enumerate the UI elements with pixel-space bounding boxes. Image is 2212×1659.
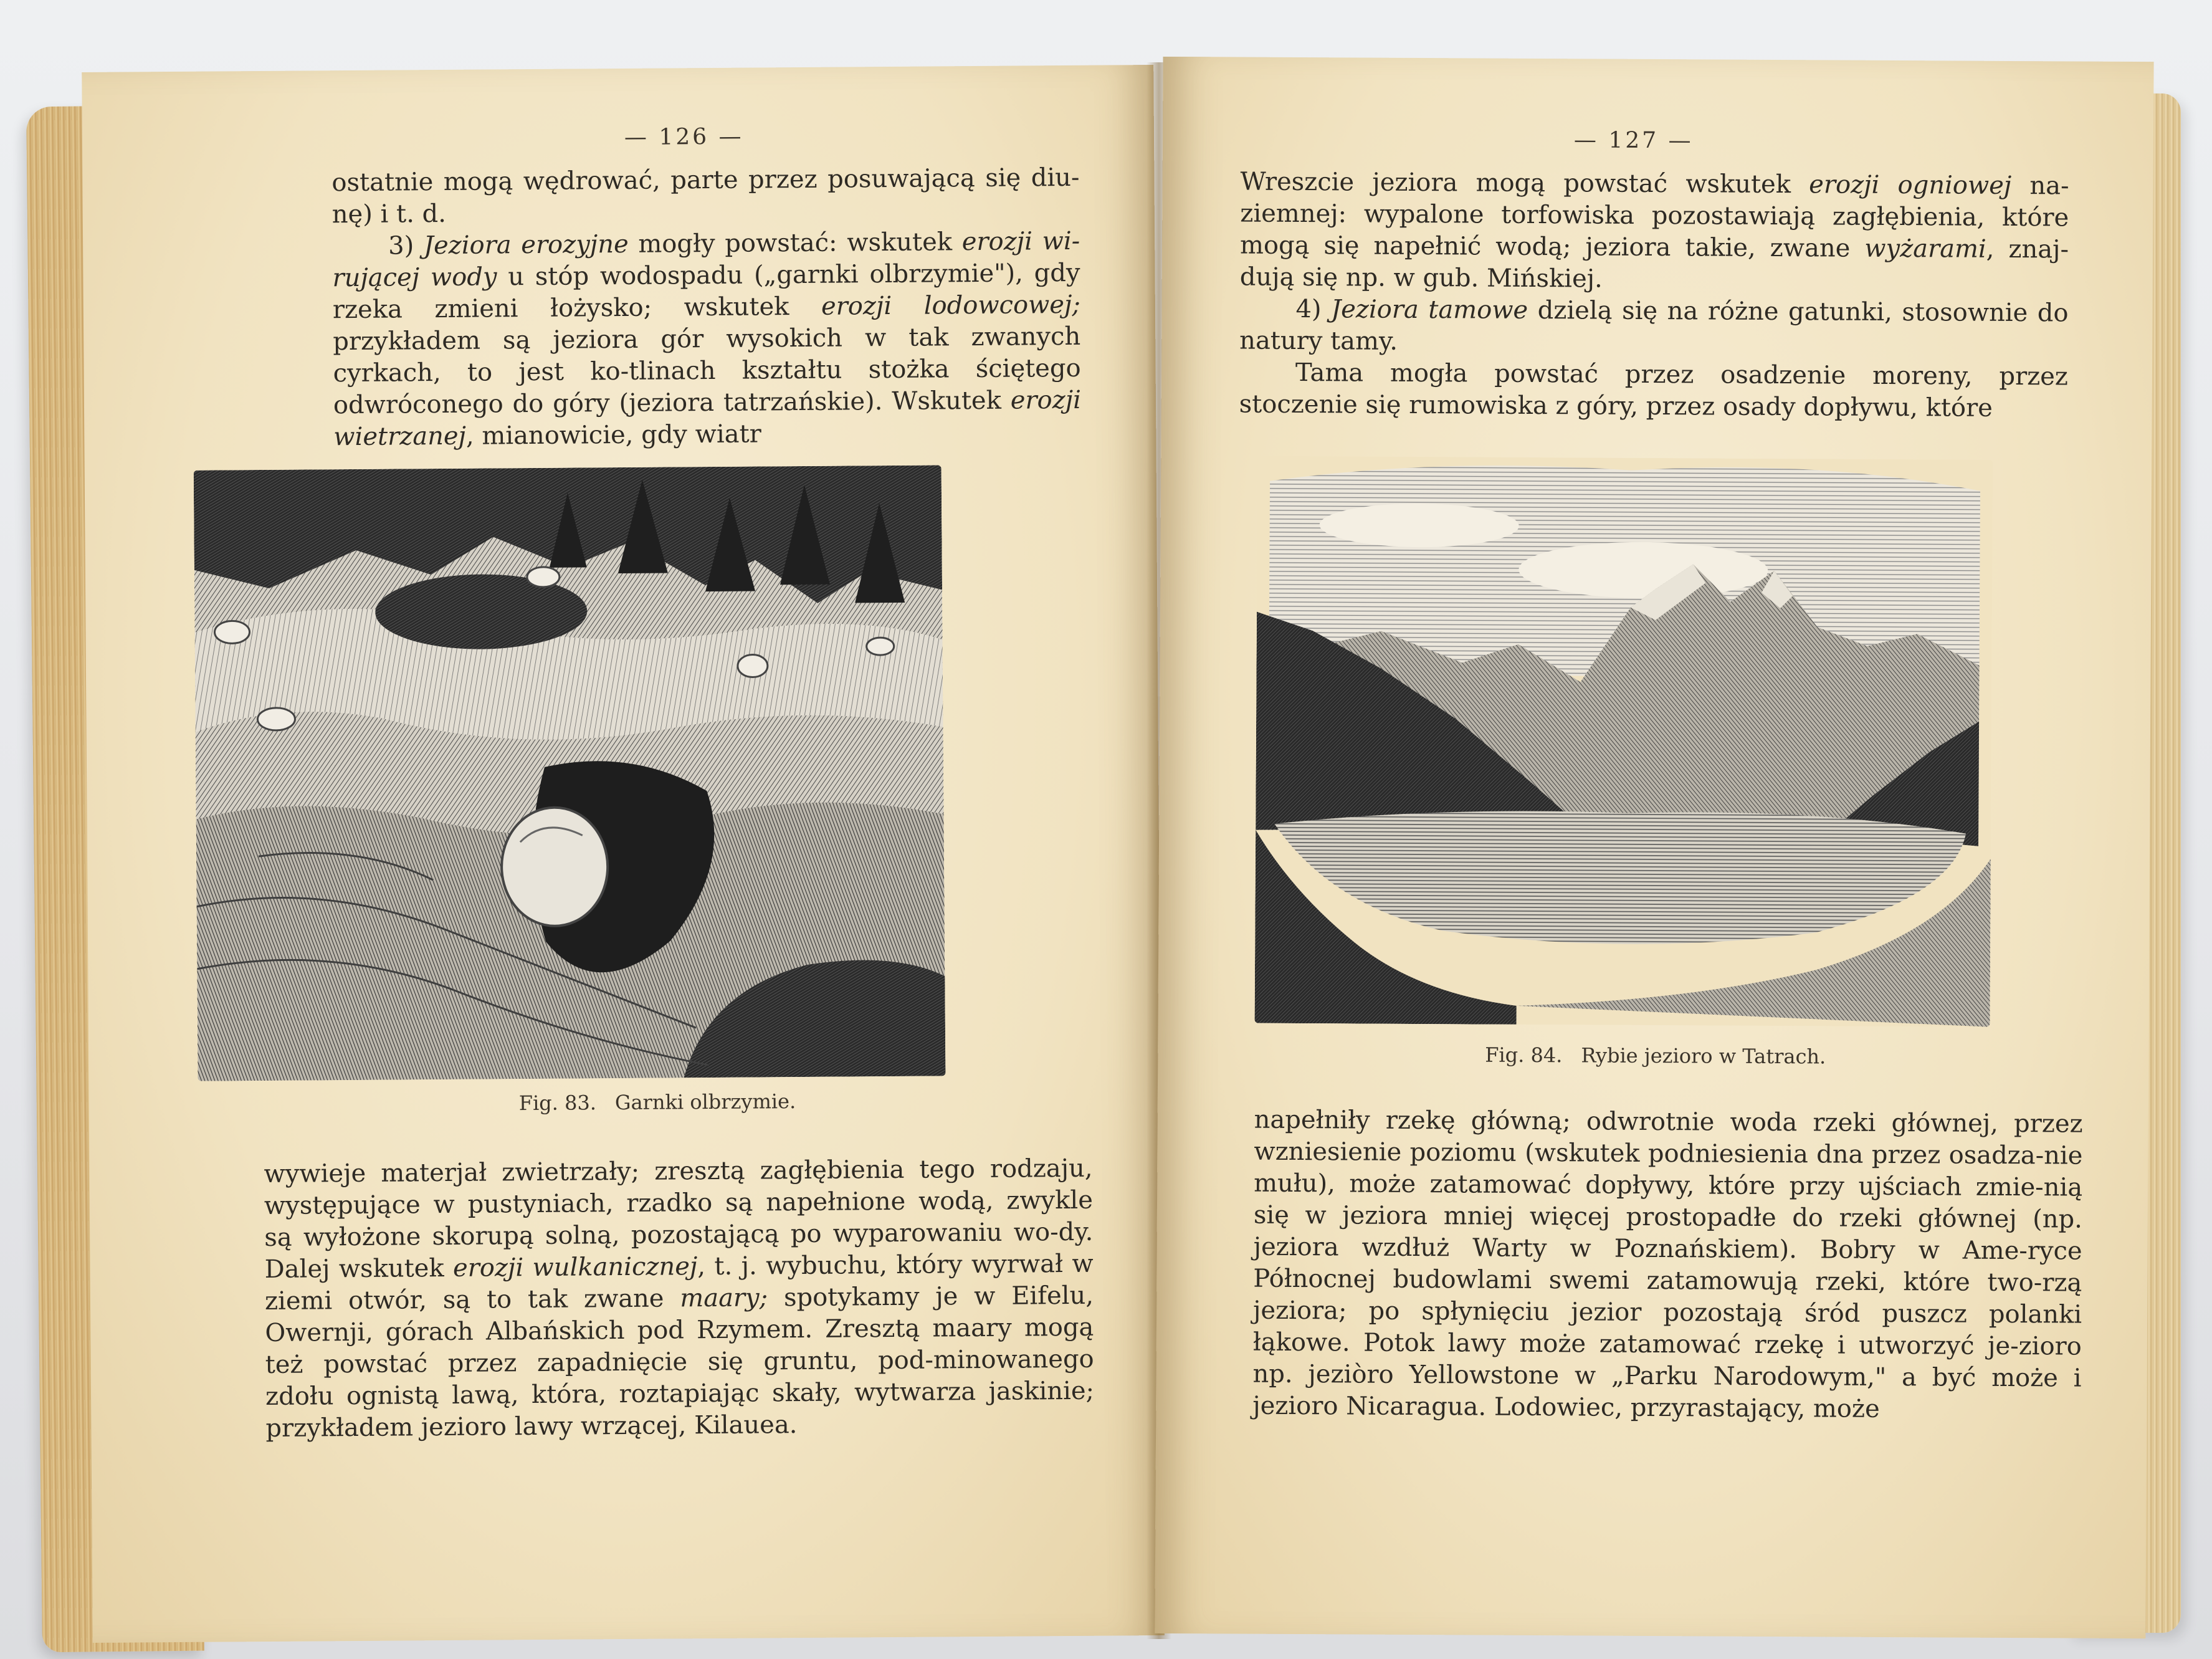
right-bottom-text	[1252, 1104, 2083, 1427]
right-top-paragraph	[1240, 166, 2069, 298]
item-4-paragraph	[1239, 294, 2069, 361]
text-run: Wreszcie jeziora mogą powstać wskutek	[1240, 167, 1809, 199]
tama-paragraph: Tama mogła powstać przez osadzenie moreny, przez stoczenie się rumowiska z góry, przez osady dopływu, które	[1239, 358, 2069, 423]
figure-number: Fig. 84.	[1485, 1043, 1563, 1068]
italic-term: wyżarami	[1864, 234, 1986, 264]
italic-term: Jeziora tamowe	[1331, 295, 1528, 325]
text-run: mogły powstać: wskutek	[628, 227, 962, 259]
text-run: na-ziemnej: wypalone torfowiska pozostawiają zagłębienia, które mogą się napełnić wodą; jeziora takie, zwane	[1239, 171, 2069, 263]
text-run: u stóp wodospadu („garnki olbrzymie"), gdy rzeka zmieni łożysko; wskutek	[332, 258, 1080, 325]
text-run: spotykamy je w Eifelu, Owernji, górach Albańskich pod Rzymem. Zresztą maary mogą też powstać przez zapadnięcie się gruntu, pod-minowanego zdołu ognistą lawą, która, roztapiając skały, wytwarza jaskinie; przykładem jezioro lawy wrzącej, Kilauea.	[265, 1281, 1095, 1443]
right-bottom-paragraph: napełniły rzekę główną; odwrotnie woda rzeki głównej, przez wzniesienie poziomu (wskutek podniesienia dna przez osadza-nie mułu), może zatamować dopływy, które przy ujściach zmie-nią się w jeziora mniej więcej prostopadłe do rzeki głównej (np. jeziora wzdłuż Warty w Poznańskiem). Bobry w Ame-ryce Północnej budowlami swemi zatamowują rzeki, które two-rzą jeziora; po spłynięciu jezior pozostają śród puszcz polanki łąkowe. Potok lawy może zatamować rzekę i utworzyć je-zioro np. jeziòro Yellowstone w „Parku Narodowym," a być może i jezioro Nicaragua. Lodowiec, przyrastający, może	[1252, 1105, 2083, 1423]
italic-term: erozji ogniowej	[1809, 170, 2012, 200]
figure-title: Garnki olbrzymie.	[614, 1089, 796, 1115]
page-number-left: — 126 —	[624, 123, 744, 150]
page-number-right: — 127 —	[1573, 127, 1694, 154]
figure-number: Fig. 83.	[518, 1091, 597, 1116]
italic-term: maary;	[680, 1283, 768, 1313]
lake-engraving-illustration	[1255, 456, 1993, 1027]
left-bottom-paragraph	[264, 1153, 1094, 1445]
text-run: dzielą się na różne gatunki, stosownie do natury tamy.	[1239, 295, 2069, 356]
figure-83-caption	[519, 1089, 796, 1115]
item-number: 4)	[1295, 294, 1332, 324]
left-page	[82, 65, 1165, 1643]
item-number: 3)	[388, 231, 424, 261]
left-top-text	[331, 162, 1081, 453]
figure-title: Rybie jezioro w Tatrach.	[1581, 1043, 1826, 1069]
rocks-engraving-illustration	[194, 465, 946, 1081]
italic-term: erozji wi-rującej wody	[332, 226, 1080, 293]
figure-83-engraving	[194, 465, 946, 1081]
figure-84-engraving	[1255, 456, 1993, 1027]
right-page	[1155, 57, 2153, 1638]
italic-term: erozji lodowcowej;	[821, 290, 1081, 321]
text-run: , t. j. wybuchu, który wyrwał w ziemi otwór, są to tak zwane	[264, 1249, 1094, 1316]
italic-term: erozji wietrzanej	[333, 385, 1082, 452]
text-line: nę) i t. d.	[331, 199, 447, 229]
item-3-paragraph	[332, 226, 1081, 453]
italic-term: erozji wulkanicznej	[452, 1252, 698, 1283]
left-bottom-text	[264, 1153, 1094, 1445]
text-line: ostatnie mogą wędrować, parte przez posuwającą się diu-	[331, 163, 1080, 198]
text-run: przykładem są jeziora gór wysokich w tak zwanych cyrkach, to jest ko-tlinach kształtu stożka ściętego odwróconego do góry (jeziora tatrzańskie). Wskutek	[333, 322, 1081, 420]
italic-term: Jeziora erozyjne	[423, 229, 629, 261]
figure-84-caption	[1485, 1043, 1826, 1069]
text-run: , mianowicie, gdy wiatr	[465, 419, 761, 451]
text-run: wywieje materjał zwietrzały; zresztą zagłębienia tego rodzaju, występujące w pustyniach, rzadko są napełnione wodą, zwykle są wyłożone skorupą solną, pozostającą po wyparowaniu wo-dy. Dalej wskutek	[264, 1154, 1094, 1284]
right-top-text	[1239, 166, 2069, 425]
text-run: , znaj-dują się np. w gub. Mińskiej.	[1239, 234, 2069, 294]
